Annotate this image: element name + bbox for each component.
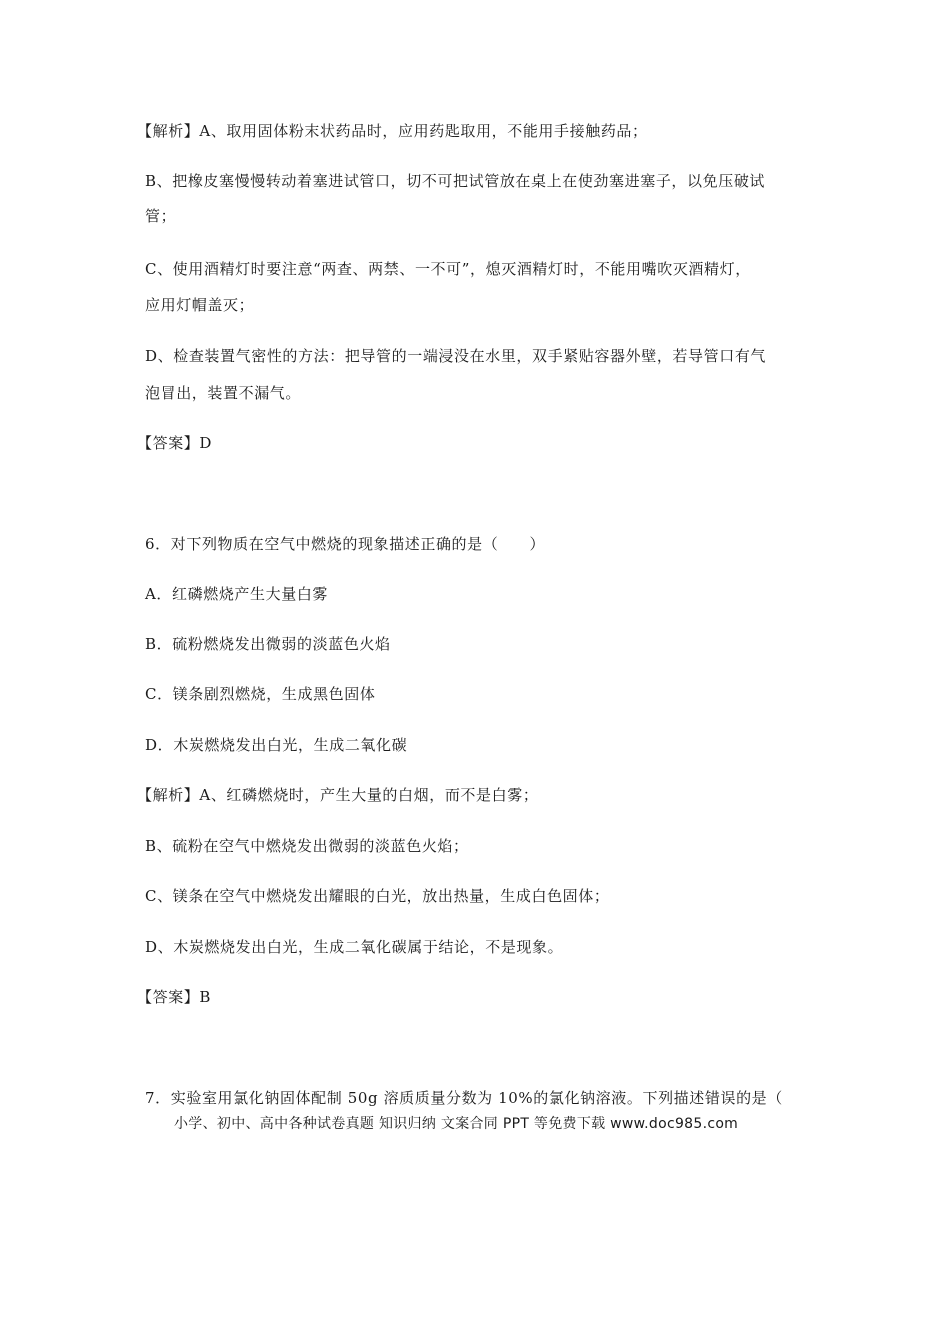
- footer-download-banner: 小学、初中、高中各种试卷真题 知识归纳 文案合同 PPT 等免费下载 www.doc985.com: [174, 1116, 739, 1132]
- analysis-a-text: 【解析】A、取用固体粉末状药品时，应用药匙取用，不能用手接触药品；: [137, 122, 648, 140]
- analysis-c-text-cont: 应用灯帽盖灭；: [145, 296, 255, 314]
- analysis-d-text-cont: 泡冒出，装置不漏气。: [145, 384, 302, 402]
- answer-6-label: 【答案】B: [137, 988, 212, 1006]
- analysis-6-a: 【解析】A、红磷燃烧时，产生大量的白烟，而不是白雾；: [137, 786, 539, 804]
- analysis-b-text: B、把橡皮塞慢慢转动着塞进试管口，切不可把试管放在桌上在使劲塞进塞子，以免压破试: [145, 172, 766, 190]
- analysis-d-text: D、检查装置气密性的方法：把导管的一端浸没在水里，双手紧贴容器外壁，若导管口有气: [145, 347, 767, 365]
- analysis-6-d: D、木炭燃烧发出白光，生成二氧化碳属于结论，不是现象。: [145, 938, 564, 956]
- analysis-c-text: C、使用酒精灯时要注意“两查、两禁、一不可”，熄灭酒精灯时，不能用嘴吹灭酒精灯，: [145, 260, 751, 278]
- answer-label: 【答案】D: [137, 434, 213, 452]
- analysis-b-text-cont: 管；: [145, 207, 177, 225]
- option-a: A．红磷燃烧产生大量白雾: [145, 585, 329, 603]
- option-c: C．镁条剧烈燃烧，生成黑色固体: [145, 685, 376, 703]
- question-6-stem: 6．对下列物质在空气中燃烧的现象描述正确的是（ ）: [145, 535, 546, 553]
- option-d: D．木炭燃烧发出白光，生成二氧化碳: [145, 736, 408, 754]
- option-b: B．硫粉燃烧发出微弱的淡蓝色火焰: [145, 635, 391, 653]
- analysis-6-c: C、镁条在空气中燃烧发出耀眼的白光，放出热量，生成白色固体；: [145, 887, 610, 905]
- question-7-stem: 7．实验室用氯化钠固体配制 50g 溶质质量分数为 10%的氯化钠溶液。下列描述错误的是（: [145, 1089, 783, 1107]
- analysis-6-b: B、硫粉在空气中燃烧发出微弱的淡蓝色火焰；: [145, 837, 469, 855]
